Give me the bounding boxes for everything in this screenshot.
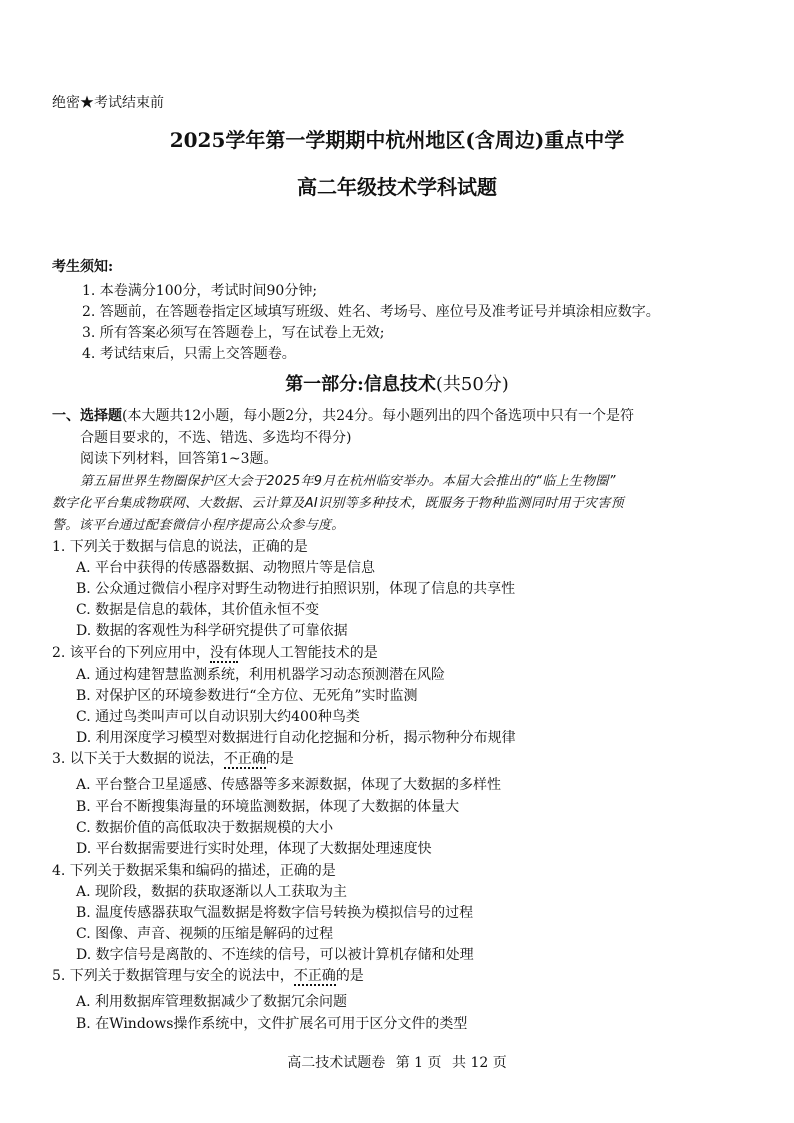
part-heading bbox=[0, 370, 794, 396]
option: B. 在Windows操作系统中，文件扩展名可用于区分文件的类型 bbox=[76, 1016, 468, 1032]
page-total: 共 12 页 bbox=[452, 1055, 507, 1071]
question-stem bbox=[52, 860, 336, 880]
reading-instruction: 阅读下列材料，回答第1~3题。 bbox=[80, 451, 278, 467]
material-text: 数字化平台集成物联网、大数据、云计算及AI识别等多种技术，既服务于物种监测同时用于灾害预 bbox=[52, 496, 624, 511]
stem-text: 4. 下列关于数据采集和编码的描述，正确的是 bbox=[52, 863, 336, 879]
notice-item: 2. 答题前，在答题卷指定区域填写班级、姓名、考场号、座位号及准考证号并填涂相应数字。 bbox=[82, 304, 660, 320]
part-score: (共50分) bbox=[435, 374, 509, 395]
option: C. 数据价值的高低取决于数据规模的大小 bbox=[76, 820, 334, 836]
option: A. 平台中获得的传感器数据、动物照片等是信息 bbox=[76, 560, 376, 576]
stem-emphasis: 不正确 bbox=[223, 751, 266, 767]
option: C. 数据是信息的载体，其价值永恒不变 bbox=[76, 602, 320, 618]
option: A. 通过构建智慧监测系统，利用机器学习动态预测潜在风险 bbox=[76, 667, 446, 683]
footer-name: 高二技术试题卷 bbox=[287, 1055, 386, 1071]
question-stem bbox=[52, 748, 294, 768]
stem-text: 1. 下列关于数据与信息的说法，正确的是 bbox=[52, 539, 308, 555]
stem-emphasis: 没有 bbox=[209, 645, 238, 661]
page-number: 第 1 页 bbox=[395, 1055, 442, 1071]
exam-subtitle: 高二年级技术学科试题 bbox=[297, 175, 497, 199]
material-text: 警。该平台通过配套微信小程序提高公众参与度。 bbox=[52, 518, 345, 533]
option: C. 通过鸟类叫声可以自动识别大约400种鸟类 bbox=[76, 709, 360, 725]
confidential-mark: 绝密★考试结束前 bbox=[52, 95, 164, 111]
section-heading-line bbox=[52, 405, 634, 425]
stem-text: 体现人工智能技术的是 bbox=[237, 645, 378, 661]
question-stem bbox=[52, 642, 378, 662]
option: A. 平台整合卫星遥感、传感器等多来源数据，体现了大数据的多样性 bbox=[76, 777, 502, 793]
question-stem bbox=[52, 965, 364, 985]
option: D. 平台数据需要进行实时处理，体现了大数据处理速度快 bbox=[76, 841, 432, 857]
section-heading: 一、选择题 bbox=[52, 408, 122, 424]
stem-text: 5. 下列关于数据管理与安全的说法中， bbox=[52, 968, 294, 984]
option: B. 公众通过微信小程序对野生动物进行拍照识别，体现了信息的共享性 bbox=[76, 581, 516, 597]
option: B. 平台不断搜集海量的环境监测数据，体现了大数据的体量大 bbox=[76, 799, 460, 815]
notice-item: 3. 所有答案必须写在答题卷上，写在试卷上无效; bbox=[82, 325, 385, 341]
stem-emphasis: 不正确 bbox=[293, 968, 336, 984]
exam-title: 2025学年第一学期期中杭州地区(含周边)重点中学 bbox=[169, 128, 625, 152]
part-title: 第一部分:信息技术 bbox=[285, 374, 436, 395]
notice-item: 4. 考试结束后，只需上交答题卷。 bbox=[82, 346, 296, 362]
option: A. 利用数据库管理数据减少了数据冗余问题 bbox=[76, 994, 348, 1010]
option: D. 数据的客观性为科学研究提供了可靠依据 bbox=[76, 623, 348, 639]
option: B. 温度传感器获取气温数据是将数字信号转换为模拟信号的过程 bbox=[76, 905, 474, 921]
option: A. 现阶段，数据的获取逐渐以人工获取为主 bbox=[76, 884, 348, 900]
stem-text: 的是 bbox=[265, 751, 294, 767]
notice-item: 1. 本卷满分100分，考试时间90分钟; bbox=[82, 283, 318, 299]
stem-text: 的是 bbox=[335, 968, 364, 984]
material-text: 第五届世界生物圈保护区大会于2025年9月在杭州临安举办。本届大会推出的“临上生物圈” bbox=[80, 474, 616, 489]
page-footer bbox=[0, 1052, 794, 1072]
option: B. 对保护区的环境参数进行“全方位、无死角”实时监测 bbox=[76, 688, 418, 704]
section-desc-cont: 合题目要求的，不选、错选、多选均不得分) bbox=[80, 430, 352, 446]
option: D. 数字信号是离散的、不连续的信号，可以被计算机存储和处理 bbox=[76, 947, 474, 963]
option: C. 图像、声音、视频的压缩是解码的过程 bbox=[76, 926, 334, 942]
option: D. 利用深度学习模型对数据进行自动化挖掘和分析，揭示物种分布规律 bbox=[76, 730, 516, 746]
section-desc: (本大题共12小题，每小题2分，共24分。每小题列出的四个备选项中只有一个是符 bbox=[122, 408, 634, 424]
stem-text: 3. 以下关于大数据的说法， bbox=[52, 751, 224, 767]
stem-text: 2. 该平台的下列应用中， bbox=[52, 645, 210, 661]
question-stem bbox=[52, 536, 308, 556]
notice-heading: 考生须知: bbox=[52, 259, 114, 275]
